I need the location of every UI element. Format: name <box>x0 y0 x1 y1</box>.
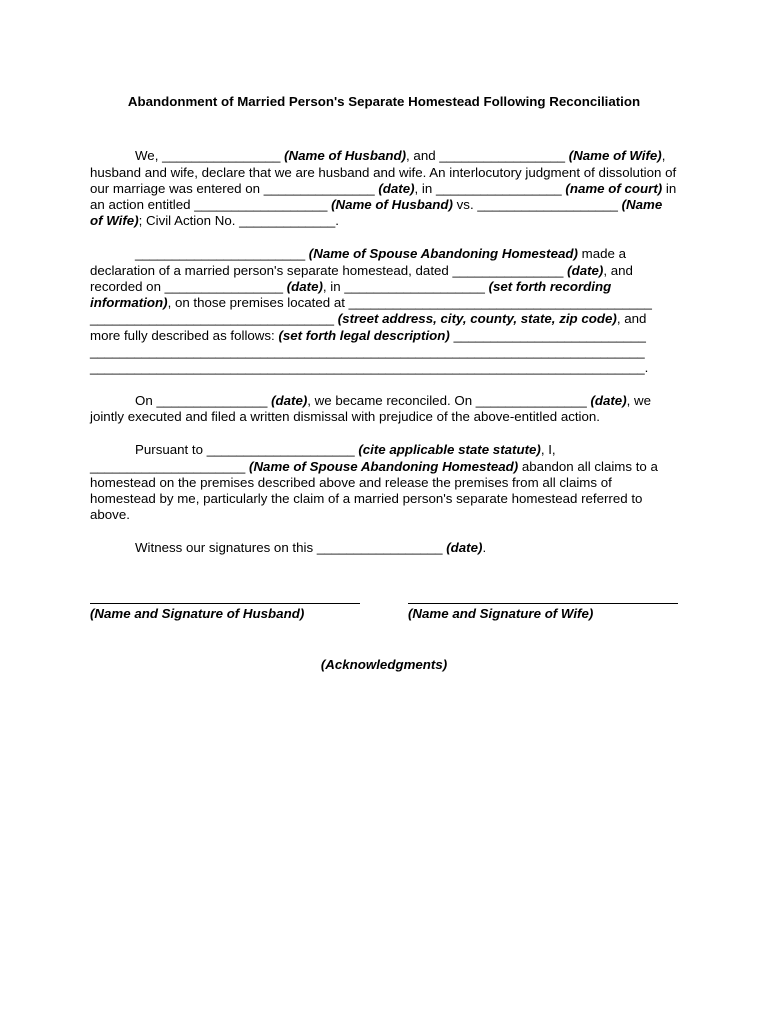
placeholder-date: (date) <box>446 540 483 556</box>
paragraph-declaration <box>90 148 678 229</box>
signature-row <box>90 597 678 657</box>
text: . <box>644 360 649 376</box>
text: , husband and wife, declare that we are husband and wife. An interlocutory judgment of dissolution of our marriage was entered on <box>90 148 677 196</box>
blank-husband-name: ________________ <box>162 148 281 164</box>
blank-action-husband: __________________ <box>194 197 328 213</box>
blank-premises-2: _________________________________ <box>90 311 335 327</box>
blank-legal-description-1: __________________________ <box>453 327 646 343</box>
placeholder-date: (date) <box>378 180 415 196</box>
blank-dismissal-date: _______________ <box>475 393 587 409</box>
text: , in <box>322 278 345 294</box>
blank-legal-description-2: ___________________________________________________________________________ <box>90 344 645 360</box>
text: , I, <box>540 442 556 458</box>
signature-line-husband <box>90 597 360 604</box>
paragraph-abandonment <box>90 442 678 523</box>
blank-reconciled-date: _______________ <box>156 393 268 409</box>
blank-statute: ____________________ <box>206 442 355 458</box>
text: On <box>135 393 157 409</box>
document-page <box>90 94 678 673</box>
text: , in <box>414 180 436 196</box>
placeholder-date: (date) <box>286 278 323 294</box>
text: , and recorded on <box>90 262 633 294</box>
placeholder-legal-description: (set forth legal description) <box>278 327 450 343</box>
signature-block-husband <box>90 597 360 622</box>
text: made a declaration of a married person's separate homestead, dated <box>90 246 627 278</box>
blank-declaration-date: _______________ <box>452 262 564 278</box>
placeholder-court-name: (name of court) <box>565 180 663 196</box>
text: , and <box>406 148 440 164</box>
blank-premises-1: _________________________________________ <box>348 295 652 311</box>
text: , on those premises located at <box>167 295 349 311</box>
paragraph-witness <box>90 540 678 556</box>
text: abandon all claims to a homestead on the premises described above and release the premises from all claims of homestead by me, particularly the claim of a married person's separate homestead referred to above. <box>90 458 658 523</box>
text: in an action entitled <box>90 180 677 213</box>
blank-legal-description-3: ___________________________________________________________________________ <box>90 360 645 376</box>
document-title: Abandonment of Married Person's Separate Homestead Following Reconciliation <box>127 94 641 109</box>
acknowledgments-heading: (Acknowledgments) <box>320 656 448 672</box>
blank-spouse-name: _______________________ <box>135 246 306 262</box>
blank-recording-info: ___________________ <box>344 278 485 294</box>
placeholder-date: (date) <box>271 393 308 409</box>
blank-spouse-name: _____________________ <box>90 458 246 474</box>
text: . <box>335 213 339 229</box>
paragraph-homestead-declaration <box>90 246 678 376</box>
text: , and more fully described as follows: <box>90 311 647 343</box>
blank-judgment-date: _______________ <box>263 180 375 196</box>
signature-line-wife <box>408 597 678 604</box>
text: , we jointly executed and filed a written dismissal with prejudice of the above-entitled action. <box>90 393 652 425</box>
blank-recorded-date: ________________ <box>164 278 283 294</box>
placeholder-street-address: (street address, city, county, state, zip code) <box>337 311 617 327</box>
text: We, <box>135 148 163 164</box>
text: , we became reconciled. On <box>307 393 476 409</box>
signature-label-wife: (Name and Signature of Wife) <box>408 605 594 621</box>
signature-label-husband: (Name and Signature of Husband) <box>90 605 305 621</box>
paragraph-reconciliation <box>90 393 678 426</box>
blank-action-wife: ___________________ <box>477 197 618 213</box>
placeholder-husband-name: (Name of Husband) <box>284 148 407 164</box>
text: Pursuant to <box>135 442 207 458</box>
placeholder-date: (date) <box>590 393 627 409</box>
placeholder-wife-name: (Name of Wife) <box>568 148 662 164</box>
placeholder-spouse-name: (Name of Spouse Abandoning Homestead) <box>249 458 519 474</box>
placeholder-date: (date) <box>567 262 604 278</box>
placeholder-spouse-name: (Name of Spouse Abandoning Homestead) <box>308 246 578 262</box>
blank-court-name: _________________ <box>435 180 562 196</box>
placeholder-state-statute: (cite applicable state statute) <box>358 442 541 458</box>
blank-wife-name: _________________ <box>439 148 566 164</box>
blank-civil-action-number: _____________ <box>239 213 336 229</box>
signature-block-wife <box>408 597 678 622</box>
text: ; Civil Action No. <box>138 213 240 229</box>
text: vs. <box>452 197 478 213</box>
placeholder-recording-info: (set forth recording information) <box>90 278 612 311</box>
placeholder-husband-name: (Name of Husband) <box>331 197 453 213</box>
blank-witness-date: _________________ <box>316 540 443 556</box>
text: . <box>482 540 487 556</box>
text: Witness our signatures on this <box>135 540 317 556</box>
placeholder-wife-name: (Name of Wife) <box>90 197 663 229</box>
